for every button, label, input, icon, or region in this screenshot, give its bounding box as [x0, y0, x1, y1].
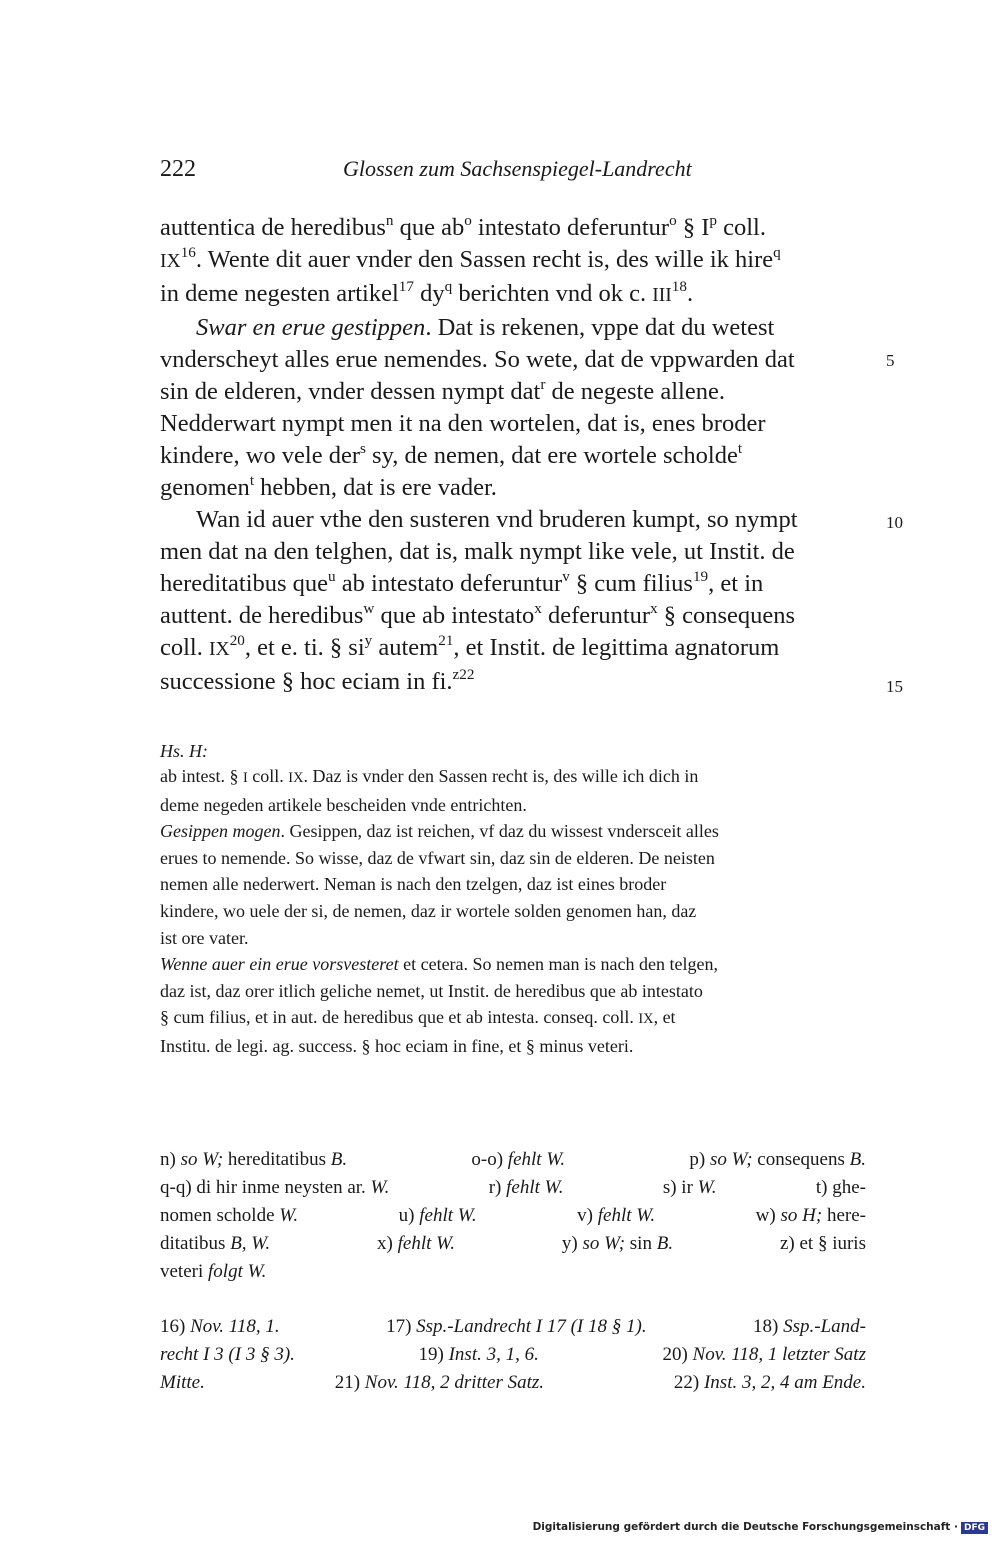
- text-line: ditatibus B, W. x) fehlt W. y) so W; sin B. z) et § iuris: [160, 1233, 866, 1254]
- text-line: § cum filius, et in aut. de heredibus que et ab intesta. conseq. coll. IX, et: [160, 1007, 676, 1028]
- text-line: successione § hoc eciam in fi.$^{z22}$: [160, 666, 475, 695]
- text-line: genomen$^t$ hebben, dat is ere vader.: [160, 472, 497, 501]
- source-notes: [160, 1313, 866, 1397]
- text-line: veteri folgt W.: [160, 1261, 267, 1282]
- credit-text: Digitalisierung gefördert durch die Deutsche Forschungsgemeinschaft: [532, 1521, 951, 1533]
- text-line: men dat na den telghen, dat is, malk nympt like vele, ut Instit. de: [160, 538, 795, 565]
- text-line: ist ore vater.: [160, 927, 249, 948]
- text-line: Swar en erue gestippen. Dat is rekenen, vppe dat du wetest: [196, 314, 775, 341]
- textual-apparatus: [160, 1146, 866, 1286]
- text-line: auttentica de heredibus$^n$ que $ab^o$ intestato deferuntur$^o$ § $I^p$ coll.: [160, 212, 766, 241]
- text-line: Mitte. 21) Nov. 118, 2 dritter Satz. 22) Inst. 3, 2, 4 am Ende.: [160, 1372, 866, 1393]
- text-line: n) so W; hereditatibus B. o-o) fehlt W. p) so W; consequens B.: [160, 1149, 866, 1170]
- line-number: 15: [886, 677, 903, 696]
- text-line: auttent. de heredibus$^w$ que ab intestato$^x$ deferuntur$^x$ § consequens: [160, 600, 796, 629]
- text-line: kindere, wo vele der$^s$ sy, de nemen, dat ere wortele scholde$^t$: [160, 440, 743, 469]
- text-line: sin de elderen, vnder dessen nympt dat$^r$ de negeste allene.: [160, 376, 725, 405]
- text-line: kindere, wo uele der si, de nemen, daz ir wortele solden genomen han, daz: [160, 900, 697, 921]
- digitization-credit: Digitalisierung gefördert durch die Deutsche Forschungsgemeinschaft · DFG: [533, 1521, 988, 1534]
- text-line: Institu. de legi. ag. success. § hoc eciam in fine, et § minus veteri.: [160, 1035, 634, 1056]
- dfg-logo: DFG: [961, 1522, 988, 1534]
- text-line: coll. IX$^{20}$, et e. ti. § $si^y$ autem$^{21}$, et Instit. de legittima agnatorum: [160, 632, 780, 661]
- text-line: deme negeden artikele bescheiden vnde entrichten.: [160, 794, 527, 815]
- line-number: 5: [886, 351, 895, 370]
- text-line: Gesippen mogen. Gesippen, daz ist reichen, vf daz du wissest vndersceit alles: [160, 821, 719, 842]
- text-line: Wan id auer vthe den susteren vnd bruderen kumpt, so nympt: [196, 506, 798, 533]
- page-number: 222: [160, 156, 196, 182]
- text-line: in deme negesten artikel$^{17}$ $dy^q$ berichten vnd ok c. III$^{18}$.: [160, 278, 694, 307]
- text-line: IX$^{16}$. Wente dit auer vnder den Sassen recht is, des wille ik hire$^q$: [160, 244, 781, 273]
- manuscript-heading: Hs. H:: [160, 741, 208, 761]
- text-line: q-q) di hir inme neysten ar. W. r) fehlt W. s) ir W. t) ghe-: [160, 1177, 866, 1198]
- text-line: Wenne auer ein erue vorsvesteret et cetera. So nemen man is nach den telgen,: [160, 954, 718, 975]
- text-line: recht I 3 (I 3 § 3). 19) Inst. 3, 1, 6. 20) Nov. 118, 1 letzter Satz: [160, 1344, 866, 1365]
- text-line: daz ist, daz orer itlich geliche nemet, ut Instit. de heredibus que ab intestato: [160, 980, 703, 1001]
- text-line: nemen alle nederwert. Neman is nach den tzelgen, daz ist eines broder: [160, 874, 667, 895]
- running-title: Glossen zum Sachsenspiegel-Landrecht: [343, 156, 692, 181]
- text-line: 16) Nov. 118, 1. 17) Ssp.-Landrecht I 17 (I 18 § 1). 18) Ssp.-Land-: [160, 1316, 866, 1337]
- text-line: erues to nemende. So wisse, daz de vfwart sin, daz sin de elderen. De neisten: [160, 847, 715, 868]
- line-number: 10: [886, 513, 903, 532]
- text-line: ab intest. § I coll. IX. Daz is vnder den Sassen recht is, des wille ich dich in: [160, 766, 699, 786]
- text-line: hereditatibus que$^u$ ab intestato deferuntur$^v$ § cum filius$^{19}$, et in: [160, 568, 764, 597]
- manuscript-text: [160, 763, 866, 1060]
- text-line: nomen scholde W. u) fehlt W. v) fehlt W. w) so H; here-: [160, 1205, 866, 1226]
- text-line: vnderscheyt alles erue nemendes. So wete, dat de vppwarden dat: [160, 346, 795, 373]
- main-text: [160, 212, 866, 698]
- text-line: Nedderwart nympt men it na den wortelen, dat is, enes broder: [160, 410, 766, 437]
